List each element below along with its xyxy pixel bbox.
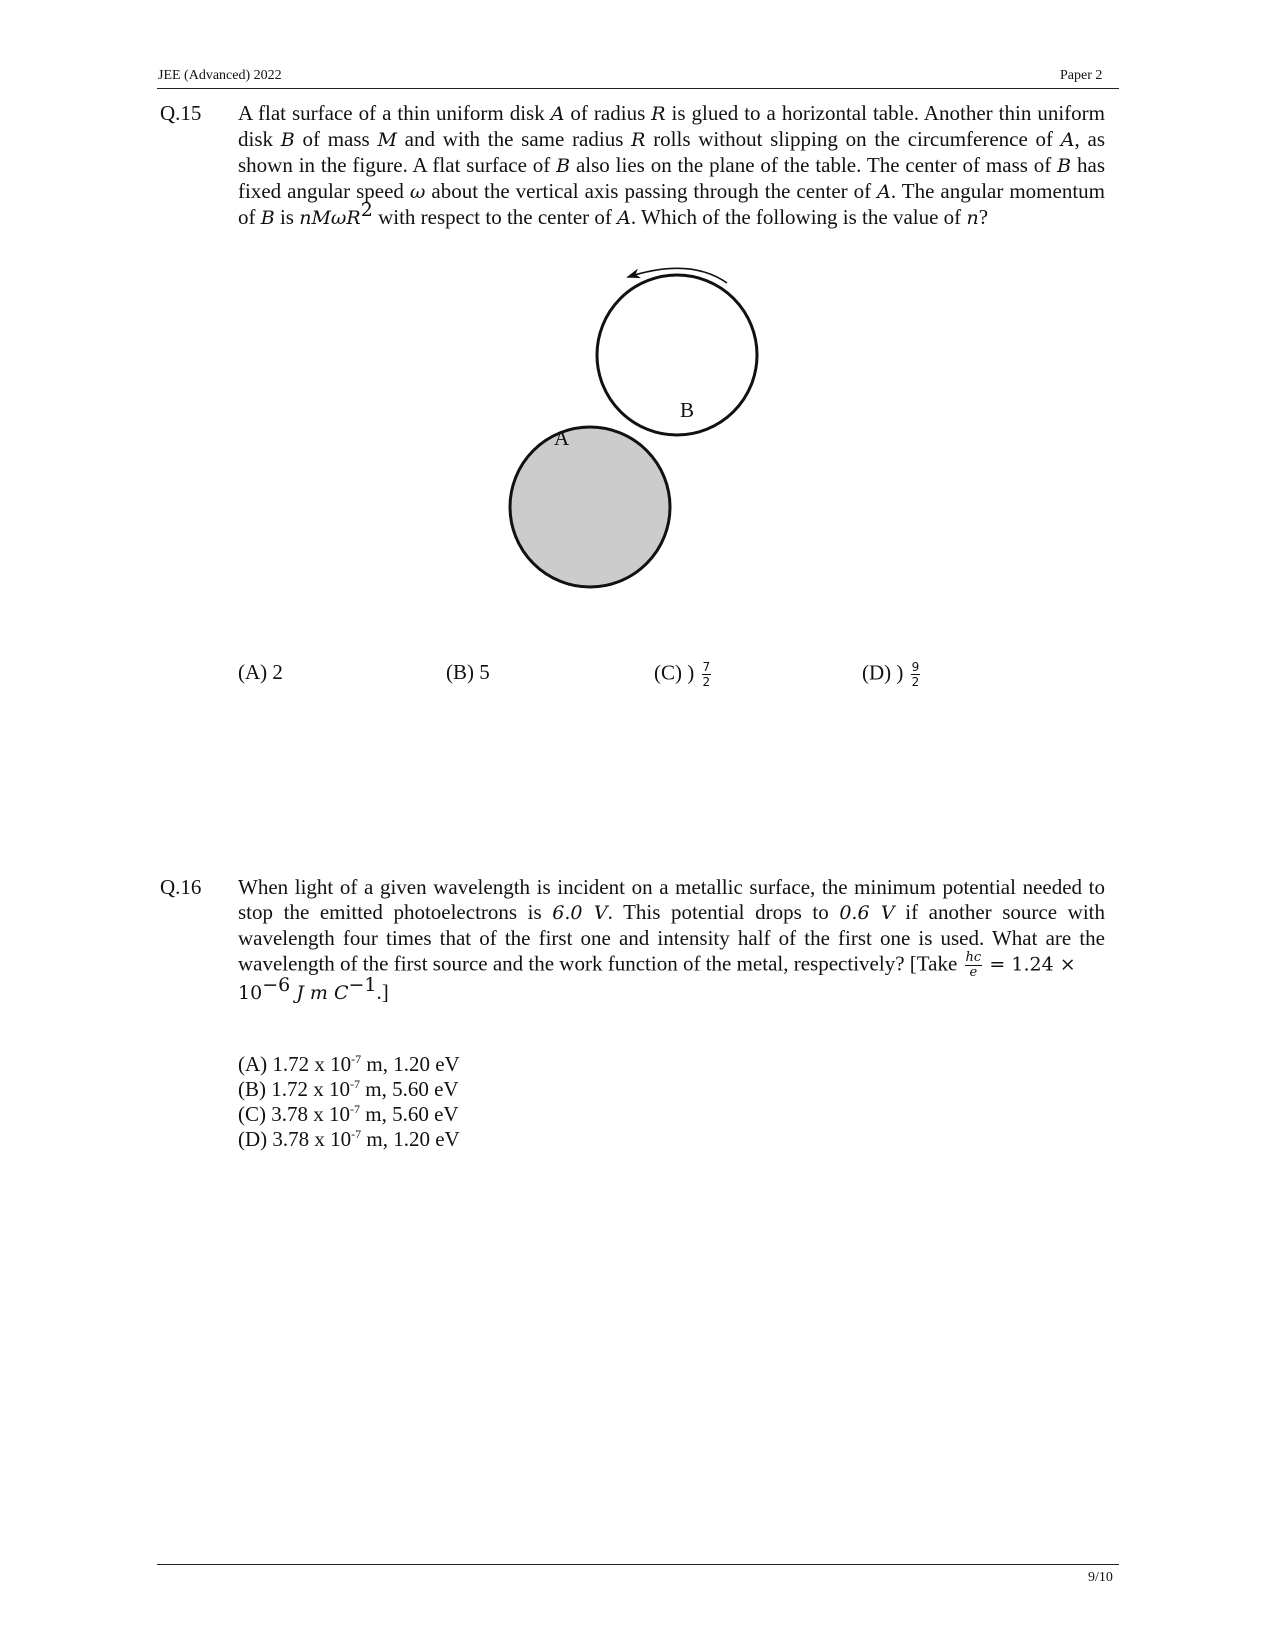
constant-value: = 1.24 × bbox=[989, 953, 1076, 976]
option-text: (A) 1.72 x 10 bbox=[238, 1052, 352, 1076]
var-r: R bbox=[631, 129, 646, 151]
footer-divider bbox=[157, 1564, 1119, 1565]
q15-text-part: rolls without slipping on the circumference of bbox=[645, 127, 1061, 151]
expression-exponent: 2 bbox=[360, 199, 373, 221]
option-exponent: -7 bbox=[350, 1102, 360, 1116]
q16-options bbox=[238, 1052, 460, 1152]
stopping-potential-1: 6.0 V bbox=[552, 902, 608, 924]
var-omega: ω bbox=[409, 181, 426, 203]
option-d-label: (D) ) bbox=[862, 660, 904, 685]
var-a: A bbox=[1060, 129, 1075, 151]
q15-text-part: A flat surface of a thin uniform disk bbox=[238, 101, 551, 125]
option-exponent: -7 bbox=[351, 1127, 362, 1141]
fraction-denominator: 2 bbox=[702, 675, 711, 689]
q15-option-a[interactable]: (A) 2 bbox=[238, 660, 283, 684]
q16-number: Q.16 bbox=[160, 875, 202, 899]
page-number: 9/10 bbox=[1088, 1570, 1113, 1585]
q15-option-c[interactable] bbox=[654, 660, 713, 689]
q16-option-d[interactable] bbox=[238, 1127, 460, 1152]
q15-text-part: is bbox=[274, 205, 300, 229]
q15-text-part: , as shown in the figure. A flat surface of bbox=[238, 127, 1105, 177]
option-exponent: -7 bbox=[351, 1052, 362, 1066]
var-n: n bbox=[966, 207, 979, 229]
fraction-seven-halves bbox=[702, 660, 712, 689]
q15-text-part: and with the same radius bbox=[396, 127, 632, 151]
disk-a bbox=[510, 427, 670, 587]
q15-text-part: of radius bbox=[564, 101, 652, 125]
disks-figure bbox=[500, 265, 770, 600]
var-b: B bbox=[556, 155, 571, 177]
option-text: m, 5.60 eV bbox=[360, 1102, 459, 1126]
fraction-denominator: e bbox=[969, 965, 978, 980]
power-base: 10 bbox=[238, 982, 263, 1004]
var-b: B bbox=[280, 129, 295, 151]
q15-text-part: about the vertical axis passing through the center of bbox=[425, 179, 878, 203]
unit: J m C bbox=[290, 982, 349, 1004]
q15-option-b[interactable]: (B) 5 bbox=[446, 660, 490, 684]
var-b: B bbox=[260, 207, 275, 229]
q15-text bbox=[238, 101, 1105, 231]
var-a: A bbox=[550, 103, 565, 125]
q15-text-part: . Which of the following is the value of bbox=[630, 205, 967, 229]
q16-text bbox=[238, 875, 1105, 1006]
q16-option-c[interactable] bbox=[238, 1102, 460, 1127]
option-text: m, 1.20 eV bbox=[361, 1127, 460, 1151]
option-c-label: (C) ) bbox=[654, 660, 695, 685]
exam-title: JEE (Advanced) 2022 bbox=[158, 68, 282, 83]
hc-over-e-fraction bbox=[965, 951, 983, 980]
fraction-denominator: 2 bbox=[911, 675, 920, 689]
q16-text-part: if another source with wavelength four times that of the first one and intensity half of the first one is used. What are the wavelength of the first source and the work function of the metal, respectively? [Take bbox=[238, 900, 1105, 976]
q15-text-part: . The angular momentum of bbox=[238, 179, 1105, 229]
q15-text-part: has fixed angular speed bbox=[238, 153, 1105, 203]
q15-text-part: of mass bbox=[294, 127, 378, 151]
option-text: (B) 1.72 x 10 bbox=[238, 1077, 350, 1101]
label-disk-a: A bbox=[554, 426, 570, 450]
stopping-potential-2: 0.6 V bbox=[839, 902, 895, 924]
var-b: B bbox=[1057, 155, 1072, 177]
unit-exponent: −1 bbox=[348, 974, 377, 996]
disk-b bbox=[597, 275, 757, 435]
q15-text-part: also lies on the plane of the table. The center of mass of bbox=[570, 153, 1058, 177]
option-exponent: -7 bbox=[350, 1077, 360, 1091]
fraction-nine-halves bbox=[911, 660, 921, 689]
option-text: m, 1.20 eV bbox=[361, 1052, 460, 1076]
paper-label: Paper 2 bbox=[1060, 68, 1103, 83]
option-text: (D) 3.78 x 10 bbox=[238, 1127, 352, 1151]
fraction-numerator: 9 bbox=[911, 660, 920, 674]
var-a: A bbox=[877, 181, 891, 203]
q16-option-a[interactable] bbox=[238, 1052, 460, 1077]
angular-momentum-expression: nMωR bbox=[299, 207, 361, 229]
q16-text-part: . This potential drops to bbox=[607, 900, 840, 924]
q15-option-d[interactable] bbox=[862, 660, 922, 689]
power-exponent: −6 bbox=[262, 974, 291, 996]
q15-text-part: is glued to a horizontal table. Another thin uniform disk bbox=[238, 101, 1105, 151]
q15-text-part: with respect to the center of bbox=[372, 205, 618, 229]
option-text: m, 5.60 eV bbox=[360, 1077, 459, 1101]
var-a: A bbox=[617, 207, 631, 229]
header-divider bbox=[157, 88, 1119, 89]
q16-text-part: When light of a given wavelength is incident on a metallic surface, the minimum potential needed to stop the emitted photoelectrons is bbox=[238, 875, 1105, 924]
q15-number: Q.15 bbox=[160, 101, 202, 125]
var-m: M bbox=[377, 129, 397, 151]
q16-option-b[interactable] bbox=[238, 1077, 460, 1102]
q16-text-part: .] bbox=[376, 980, 389, 1004]
option-text: (C) 3.78 x 10 bbox=[238, 1102, 350, 1126]
fraction-numerator: hc bbox=[965, 950, 982, 965]
label-disk-b: B bbox=[680, 398, 695, 422]
fraction-numerator: 7 bbox=[702, 660, 711, 674]
q15-text-part: ? bbox=[978, 205, 989, 229]
var-r: R bbox=[651, 103, 666, 125]
